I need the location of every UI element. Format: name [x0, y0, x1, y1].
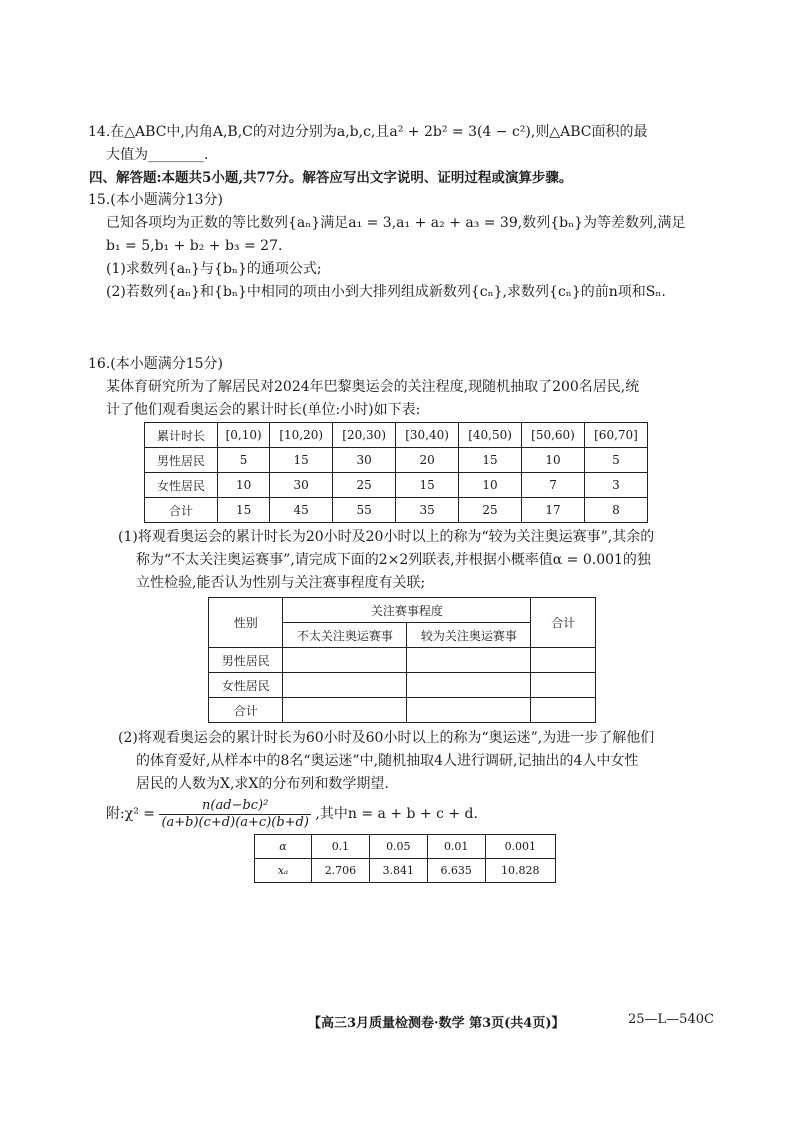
total-header: 合计 — [531, 598, 596, 648]
critical-value-table — [254, 834, 556, 883]
table-cell: 5 — [218, 448, 270, 473]
table-row — [209, 673, 596, 698]
row-label: 男性居民 — [209, 648, 283, 673]
attention-header: 关注赛事程度 — [283, 598, 531, 623]
table-cell: 0.001 — [485, 835, 555, 859]
table-row — [145, 473, 648, 498]
duration-table — [144, 422, 648, 523]
empty-cell — [283, 648, 407, 673]
formula-prefix: 附:χ² = — [106, 806, 155, 822]
q15-line1: 已知各项均为正数的等比数列{aₙ}满足a₁ = 3,a₁ + a₂ + a₃ = 39,数列{bₙ}为等差数列,满足 — [106, 215, 686, 231]
table-cell: 男性居民 — [145, 448, 218, 473]
empty-cell — [531, 698, 596, 723]
table-cell: 2.706 — [312, 859, 370, 883]
table-cell: 女性居民 — [145, 473, 218, 498]
q16-intro1: 某体育研究所为了解居民对2024年巴黎奥运会的关注程度,现随机抽取了200名居民,统 — [106, 379, 640, 395]
empty-cell — [407, 673, 531, 698]
table-header-cell: [0,10) — [218, 423, 270, 448]
table-cell: 15 — [270, 448, 333, 473]
table-row — [145, 498, 648, 523]
table-header-cell: [50,60) — [522, 423, 585, 448]
q15-part2: (2)若数列{aₙ}和{bₙ}中相同的项由小到大排列组成新数列{cₙ},求数列{cₙ}的前n项和Sₙ. — [106, 284, 666, 300]
contingency-table — [208, 597, 596, 723]
table-row — [145, 423, 648, 448]
footer-title: 【高三3月质量检测卷·数学 第3页(共4页)】 — [308, 1016, 565, 1031]
empty-cell — [283, 698, 407, 723]
table-cell: 30 — [333, 448, 396, 473]
table-row — [209, 648, 596, 673]
table-cell: 10 — [459, 473, 522, 498]
empty-cell — [407, 698, 531, 723]
empty-cell — [531, 648, 596, 673]
row-label: 女性居民 — [209, 673, 283, 698]
col-not-header: 不太关注奥运赛事 — [283, 623, 407, 648]
table-cell: 10.828 — [485, 859, 555, 883]
table-header-cell: [60,70] — [584, 423, 647, 448]
table-cell: 17 — [522, 498, 585, 523]
table-cell: 20 — [396, 448, 459, 473]
table-row — [145, 448, 648, 473]
table-row — [255, 859, 556, 883]
table-cell: 15 — [396, 473, 459, 498]
q14-line1: 14.在△ABC中,内角A,B,C的对边分别为a,b,c,且a² + 2b² = 3(4 − c²),则△ABC面积的最 — [88, 124, 648, 140]
q16-part1-line1: (1)将观看奥运会的累计时长为20小时及20小时以上的称为“较为关注奥运赛事”,其余的 — [118, 529, 655, 545]
table-cell: 15 — [459, 448, 522, 473]
col-more-header: 较为关注奥运赛事 — [407, 623, 531, 648]
table-cell: 15 — [218, 498, 270, 523]
x-label: xₐ — [255, 859, 312, 883]
table-cell: 25 — [333, 473, 396, 498]
q16-part2-line1: (2)将观看奥运会的累计时长为60小时及60小时以上的称为“奥运迷”,为进一步了解他们 — [118, 730, 655, 746]
formula-fraction — [159, 798, 311, 831]
alpha-label: α — [255, 835, 312, 859]
q15-line2: b₁ = 5,b₁ + b₂ + b₃ = 27. — [106, 238, 283, 254]
table-cell: 35 — [396, 498, 459, 523]
table-cell: 25 — [459, 498, 522, 523]
q16-part1-line3: 立性检验,能否认为性别与关注赛事程度有关联; — [136, 575, 426, 591]
q16-part1-line2: 称为“不太关注奥运赛事”,请完成下面的2×2列联表,并根据小概率值α = 0.001的独 — [136, 552, 651, 568]
table-row — [209, 598, 596, 623]
table-cell: 0.05 — [369, 835, 427, 859]
table-row — [255, 835, 556, 859]
table-header-cell: [40,50) — [459, 423, 522, 448]
section-4-heading: 四、解答题:本题共5小题,共77分。解答应写出文字说明、证明过程或演算步骤。 — [89, 170, 573, 186]
table-cell: 3 — [584, 473, 647, 498]
chi-square-formula — [106, 796, 478, 832]
table-row — [209, 698, 596, 723]
table-cell: 8 — [584, 498, 647, 523]
row-label: 合计 — [209, 698, 283, 723]
empty-cell — [283, 673, 407, 698]
formula-numerator: n(ad−bc)² — [159, 798, 311, 815]
table-cell: 45 — [270, 498, 333, 523]
table-cell: 6.635 — [427, 859, 485, 883]
table-cell: 0.1 — [312, 835, 370, 859]
q15-part1: (1)求数列{aₙ}与{bₙ}的通项公式; — [106, 261, 322, 277]
empty-cell — [407, 648, 531, 673]
table-cell: 10 — [218, 473, 270, 498]
table-header-cell: [10,20) — [270, 423, 333, 448]
table-cell: 55 — [333, 498, 396, 523]
table-header-cell: [20,30) — [333, 423, 396, 448]
formula-suffix: ,其中n = a + b + c + d. — [315, 806, 478, 822]
q15-title: 15.(本小题满分13分) — [88, 192, 224, 208]
q16-title: 16.(本小题满分15分) — [88, 356, 224, 372]
table-cell: 30 — [270, 473, 333, 498]
table-cell: 7 — [522, 473, 585, 498]
table-cell: 5 — [584, 448, 647, 473]
table-cell: 合计 — [145, 498, 218, 523]
table-header-cell: [30,40) — [396, 423, 459, 448]
q14-line2: 大值为________. — [106, 147, 209, 163]
table-header-cell: 累计时长 — [145, 423, 218, 448]
table-cell: 0.01 — [427, 835, 485, 859]
gender-header: 性别 — [209, 598, 283, 648]
empty-cell — [531, 673, 596, 698]
q16-intro2: 计了他们观看奥运会的累计时长(单位:小时)如下表: — [106, 402, 421, 418]
table-cell: 10 — [522, 448, 585, 473]
footer-code: 25—L—540C — [628, 1012, 714, 1027]
q16-part2-line3: 居民的人数为X,求X的分布列和数学期望. — [136, 776, 389, 792]
formula-denominator: (a+b)(c+d)(a+c)(b+d) — [161, 814, 309, 830]
table-cell: 3.841 — [369, 859, 427, 883]
q16-part2-line2: 的体育爱好,从样本中的8名“奥运迷”中,随机抽取4人进行调研,记抽出的4人中女性 — [136, 753, 639, 769]
